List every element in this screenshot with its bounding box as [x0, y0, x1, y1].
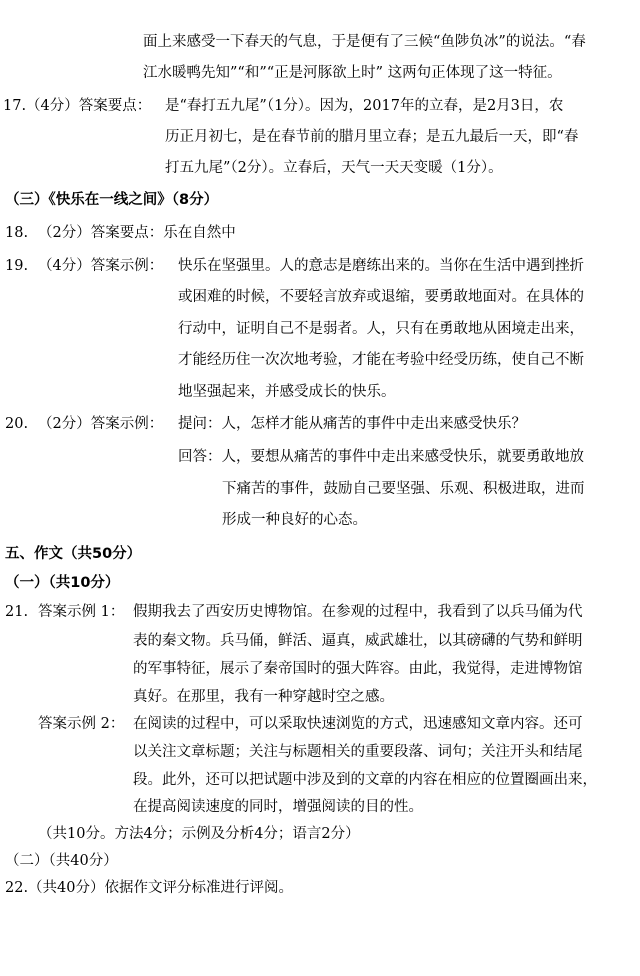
q21-example-2-line-3: 段。此外，还可以把试题中涉及到的文章的内容在相应的位置圈画出来，: [133, 772, 597, 788]
q21-example-1-line-4: 真好。在那里，我有一种穿越时空之感。: [133, 689, 394, 705]
q19-number: 19.: [5, 258, 29, 274]
q18-number: 18.: [5, 225, 29, 241]
q20-lead: （2分）答案示例：: [38, 416, 164, 432]
q20-number: 20.: [5, 416, 29, 432]
q17-line-3: 打五九尾”（2分）。立春后，天气一天天变暖（1分）。: [165, 160, 503, 176]
q20-line-1: 提问：人，怎样才能从痛苦的事件中走出来感受快乐？: [178, 416, 526, 432]
q21-example-2-line-1: 在阅读的过程中，可以采取快速浏览的方式，迅速感知文章内容。还可: [133, 716, 583, 732]
q19-line-4: 才能经历住一次次地考验，才能在考验中经受历练，使自己不断: [178, 352, 584, 368]
q16-line-2: 江水暖鸭先知”“和”“正是河豚欲上时” 这两句正体现了这一特征。: [143, 65, 562, 81]
q22-text: 22.（共40分）依据作文评分标准进行评阅。: [5, 880, 294, 896]
q17-line-1: 是“春打五九尾”（1分）。因为，2017年的立春，是2月3日，农: [165, 98, 564, 114]
section-5-title: 五、作文（共50分）: [5, 546, 142, 562]
q18-line-1: （2分）答案要点：乐在自然中: [38, 225, 236, 241]
q17-line-2: 历正月初七，是在春节前的腊月里立春；是五九最后一天，即“春: [165, 129, 579, 145]
q19-line-3: 行动中，证明自己不是弱者。人，只有在勇敢地从困境走出来，: [178, 321, 584, 337]
q21-example-1-lead: 答案示例 1：: [38, 604, 125, 620]
q21-example-1-line-3: 的军事特征，展示了秦帝国时的强大阵容。由此，我觉得，走进博物馆: [133, 661, 583, 677]
q16-line-1: 面上来感受一下春天的气息，于是便有了三候“鱼陟负冰”的说法。“春: [143, 34, 586, 50]
q20-line-2: 回答：人，要想从痛苦的事件中走出来感受快乐，就要勇敢地放: [178, 449, 584, 465]
part-1-title: （一）（共10分）: [5, 575, 120, 591]
q20-line-3: 下痛苦的事件，鼓励自己要坚强、乐观、积极进取，进而: [222, 481, 585, 497]
part-2-title: （二）（共40分）: [5, 853, 118, 869]
q21-example-2-line-2: 以关注文章标题；关注与标题相关的重要段落、词句；关注开头和结尾: [133, 744, 583, 760]
q21-example-2-lead: 答案示例 2：: [38, 716, 125, 732]
q20-line-4: 形成一种良好的心态。: [222, 512, 367, 528]
q19-line-2: 或困难的时候，不要轻言放弃或退缩，要勇敢地面对。在具体的: [178, 289, 584, 305]
q17-number: 17.（4分）答案要点：: [3, 98, 152, 114]
q21-example-2-line-4: 在提高阅读速度的同时，增强阅读的目的性。: [133, 799, 423, 815]
q19-lead: （4分）答案示例：: [38, 258, 164, 274]
q19-line-5: 地坚强起来，并感受成长的快乐。: [178, 384, 396, 400]
section-3-title: （三）《快乐在一线之间》（8分）: [5, 192, 219, 208]
q21-scoring-note: （共10分。方法4分；示例及分析4分；语言2分）: [38, 826, 360, 842]
q21-number: 21.: [5, 604, 29, 620]
q21-example-1-line-1: 假期我去了西安历史博物馆。在参观的过程中，我看到了以兵马俑为代: [133, 604, 583, 620]
q21-example-1-line-2: 表的秦文物。兵马俑，鲜活、逼真，威武雄壮，以其磅礴的气势和鲜明: [133, 633, 583, 649]
q19-line-1: 快乐在坚强里。人的意志是磨练出来的。当你在生活中遇到挫折: [178, 258, 584, 274]
